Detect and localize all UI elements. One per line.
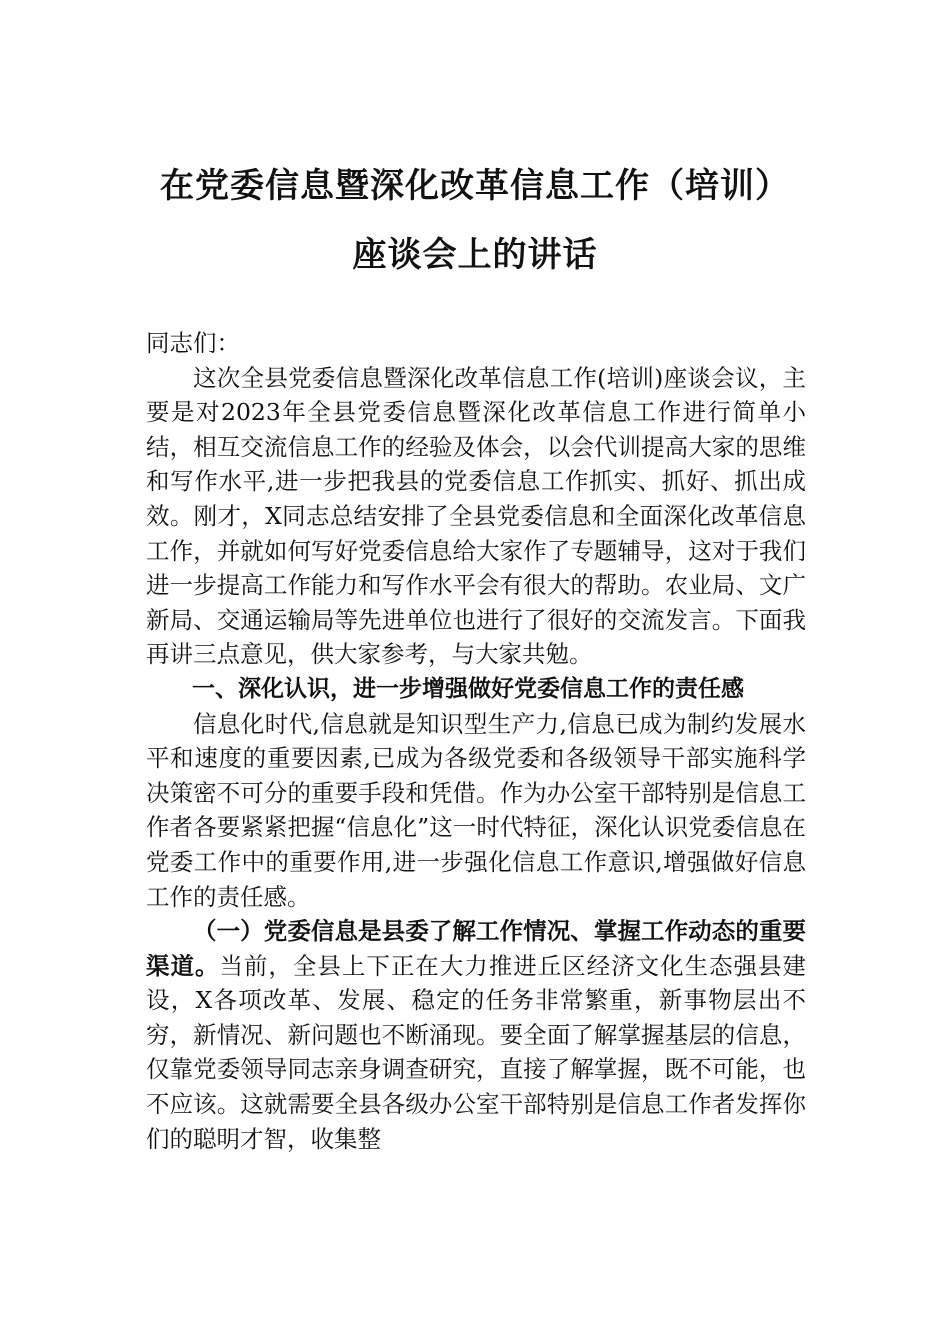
salutation: 同志们： bbox=[146, 329, 240, 357]
subsection-text-1: 当前，全县上下正在大力推进丘区经济文化生态强县建设，X各项改革、发展、稳定的任务非常繁重，新事物层出不穷，新情况、新问题也不断涌现。要全面了解掌握基层的信息，仅靠党委领导同志亲身调查研究，直接了解掌握，既不可能，也不应该。这就需要全县各级办公室干部特别是信息工作者发挥你们的聪明才智，收集整 bbox=[146, 951, 807, 1153]
paragraph-intro: 这次全县党委信息暨深化改革信息工作(培训)座谈会议，主要是对2023年全县党委信息暨深化改革信息工作进行简单小结，相互交流信息工作的经验及体会，以会代训提高大家的思维和写作水平,进一步把我县的党委信息工作抓实、抓好、抓出成效。刚才，X同志总结安排了全县党委信息和全面深化改革信息工作，并就如何写好党委信息给大家作了专题辅导，这对于我们进一步提高工作能力和写作水平会有很大的帮助。农业局、文广新局、交通运输局等先进单位也进行了很好的交流发言。下面我再讲三点意见，供大家参考，与大家共勉。 bbox=[146, 363, 806, 669]
document-title-line-1: 在党委信息暨深化改革信息工作（培训） bbox=[160, 166, 790, 206]
section-heading-1: 一、深化认识，进一步增强做好党委信息工作的责任感 bbox=[192, 675, 744, 702]
paragraph-subsection-1 bbox=[146, 914, 806, 1156]
document-title-line-2: 座谈会上的讲话 bbox=[352, 235, 598, 275]
document-body bbox=[146, 326, 806, 1156]
subsection-heading-1: （一）党委信息是县委了解工作情况、掌握工作动态的重要渠道。 bbox=[146, 917, 806, 980]
paragraph-section-1: 信息化时代,信息就是知识型生产力,信息已成为制约发展水平和速度的重要因素,已成为各级党委和各级领导干部实施科学决策密不可分的重要手段和凭借。作为办公室干部特别是信息工作者各要紧紧把握“信息化”这一时代特征，深化认识党委信息在党委工作中的重要作用,进一步强化信息工作意识,增强做好信息工作的责任感。 bbox=[146, 709, 806, 911]
